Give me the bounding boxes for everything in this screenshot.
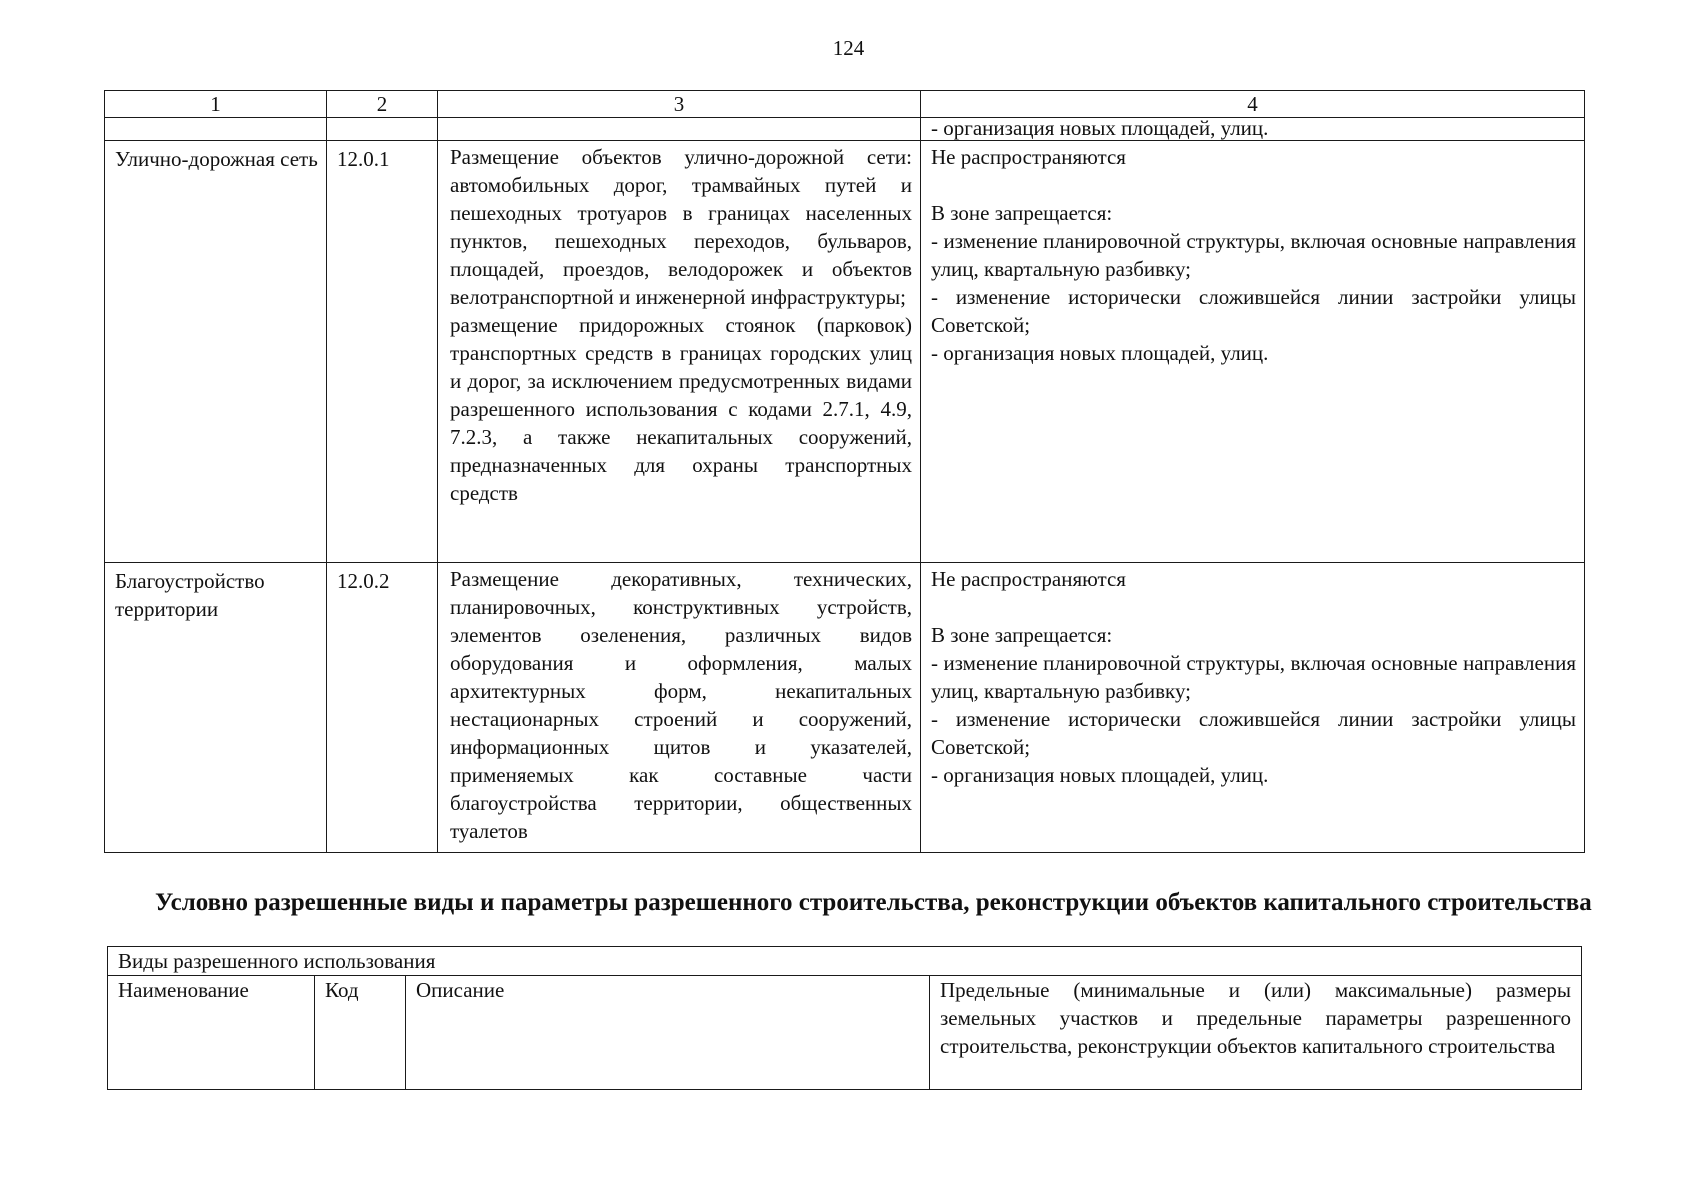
restriction-item: - изменение исторически сложившейся линии застройки улицы Советской; [931, 285, 1576, 337]
group-header-row [108, 947, 1582, 976]
column-header-code: Код [315, 976, 406, 1090]
use-description [438, 141, 921, 563]
group-header: Виды разрешенного использования [108, 947, 1582, 976]
page-number: 124 [832, 36, 865, 60]
use-parameters [921, 141, 1585, 563]
table-cell [327, 118, 438, 141]
column-header-name: Наименование [108, 976, 315, 1090]
column-number-row [105, 91, 1585, 118]
use-code: 12.0.2 [327, 563, 438, 853]
column-number: 1 [105, 91, 327, 118]
description-paragraph: Размещение декоративных, технических, планировочных, конструктивных устройств, элементов озеленения, различных видов оборудования и оформления, малых архитектурных форм, некапитальных нестационарных строений и сооружений, информационных щитов и указателей, применяемых как составные части благоустройства территории, общественных туалетов [450, 567, 912, 843]
restrictions-intro: В зоне запрещается: [931, 201, 1113, 225]
description-paragraph: размещение придорожных стоянок (парковок) транспортных средств в границах городских улиц и дорог, за исключением предусмотренных видами разрешенного использования с кодами 2.7.1, 4.9, 7.2.3, а также некапитальных сооружений, предназначенных для охраны транспортных средств [450, 313, 912, 505]
use-name: Улично-дорожная сеть [105, 141, 327, 563]
land-use-table [104, 90, 1585, 853]
use-code: 12.0.1 [327, 141, 438, 563]
table-row [105, 563, 1585, 853]
restrictions-intro: В зоне запрещается: [931, 623, 1113, 647]
restriction-item: - изменение исторически сложившейся линии застройки улицы Советской; [931, 707, 1576, 759]
use-parameters [921, 563, 1585, 853]
column-number: 4 [921, 91, 1585, 118]
column-header-row [108, 976, 1582, 1090]
column-number: 3 [438, 91, 921, 118]
blank-line [931, 593, 1576, 621]
column-header-parameters: Предельные (минимальные и (или) максимальные) размеры земельных участков и предельные параметры разрешенного строительства, реконструкции объектов капитального строительства [930, 976, 1582, 1090]
continuation-row [105, 118, 1585, 141]
column-number: 2 [327, 91, 438, 118]
restriction-item: - организация новых площадей, улиц. [931, 341, 1269, 365]
conditional-use-table [107, 946, 1582, 1090]
section-heading: Условно разрешенные виды и параметры разрешенного строительства, реконструкции объектов капитального строительства [155, 889, 1592, 916]
use-description [438, 563, 921, 853]
restriction-item: - организация новых площадей, улиц. [931, 763, 1269, 787]
blank-line [931, 171, 1576, 199]
restriction-item: - изменение планировочной структуры, включая основные направления улиц, квартальную разбивку; [931, 651, 1576, 703]
parameters-status: Не распространяются [931, 567, 1126, 591]
table-cell [438, 118, 921, 141]
use-name: Благоустройство территории [105, 563, 327, 853]
table-row [105, 141, 1585, 563]
parameters-status: Не распространяются [931, 145, 1126, 169]
continuation-text: - организация новых площадей, улиц. [921, 118, 1585, 141]
restriction-item: - изменение планировочной структуры, включая основные направления улиц, квартальную разбивку; [931, 229, 1576, 281]
column-header-description: Описание [406, 976, 930, 1090]
description-paragraph: Размещение объектов улично-дорожной сети: автомобильных дорог, трамвайных путей и пешеходных тротуаров в границах населенных пунктов, пешеходных переходов, бульваров, площадей, проездов, велодорожек и объектов велотранспортной и инженерной инфраструктуры; [450, 145, 912, 309]
table-cell [105, 118, 327, 141]
